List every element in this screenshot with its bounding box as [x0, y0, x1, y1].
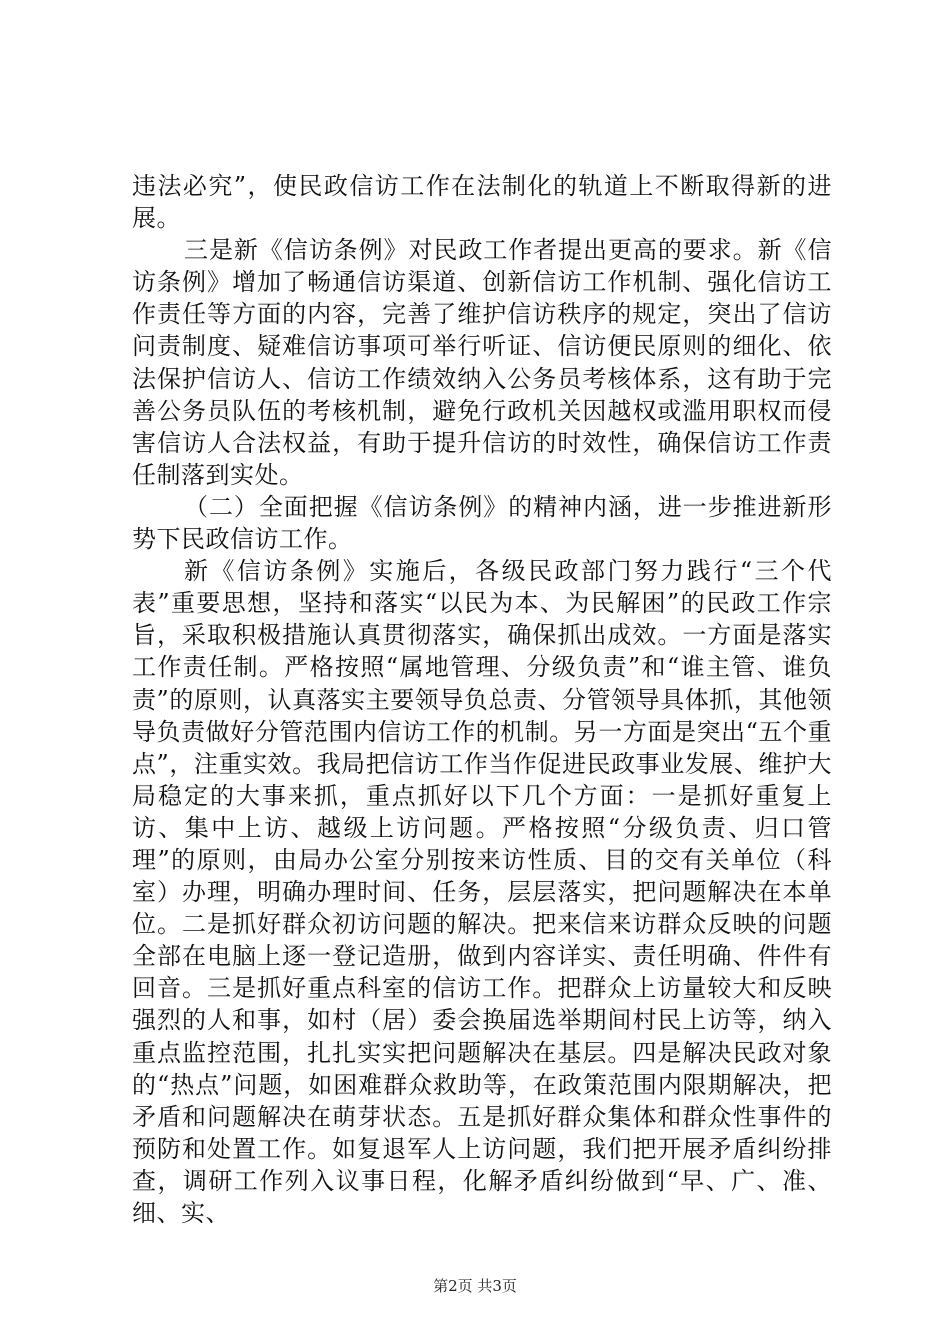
page-number-footer: 第2页 共3页: [433, 1277, 517, 1295]
document-body: [132, 170, 832, 1229]
paragraph-point-three: 三是新《信访条例》对民政工作者提出更高的要求。新《信访条例》增加了畅通信访渠道、创新信访工作机制、强化信访工作责任等方面的内容，完善了维护信访秩序的规定，突出了信访问责制度、疑难信访事项可举行听证、信访便民原则的细化、依法保护信访人、信访工作绩效纳入公务员考核体系，这有助于完善公务员队伍的考核机制，避免行政机关因越权或滥用职权而侵害信访人合法权益，有助于提升信访的时效性，确保信访工作责任制落到实处。: [132, 236, 832, 489]
paragraph-continuation: 违法必究”，使民政信访工作在法制化的轨道上不断取得新的进展。: [132, 172, 832, 233]
section-heading-two: （二）全面把握《信访条例》的精神内涵，进一步推进新形势下民政信访工作。: [132, 492, 832, 554]
paragraph-implementation: 新《信访条例》实施后，各级民政部门努力践行“三个代表”重要思想，坚持和落实“以民为本、为民解困”的民政工作宗旨，采取积极措施认真贯彻落实，确保抓出成效。一方面是落实工作责任制。严格按照“属地管理、分级负责”和“谁主管、谁负责”的原则，认真落实主要领导负总责、分管领导具体抓，其他领导负责做好分管范围内信访工作的机制。另一方面是突出“五个重点”，注重实效。我局把信访工作当作促进民政事业发展、维护大局稳定的大事来抓，重点抓好以下几个方面：一是抓好重复上访、集中上访、越级上访问题。严格按照“分级负责、归口管理”的原则，由局办公室分别按来访性质、目的交有关单位（科室）办理，明确办理时间、任务，层层落实，把问题解决在本单位。二是抓好群众初访问题的解决。把来信来访群众反映的问题全部在电脑上逐一登记造册，做到内容详实、责任明确、件件有回音。三是抓好重点科室的信访工作。把群众上访量较大和反映强烈的人和事，如村（居）委会换届选举期间村民上访等，纳入重点监控范围，扎扎实实把问题解决在基层。四是解决民政对象的“热点”问题，如困难群众救助等，在政策范围内限期解决，把矛盾和问题解决在萌芽状态。五是抓好群众集体和群众性事件的预防和处置工作。如复退军人上访问题，我们把开展矛盾纠纷排查，调研工作列入议事日程，化解矛盾纠纷做到“早、广、准、细、实、: [132, 557, 832, 1227]
